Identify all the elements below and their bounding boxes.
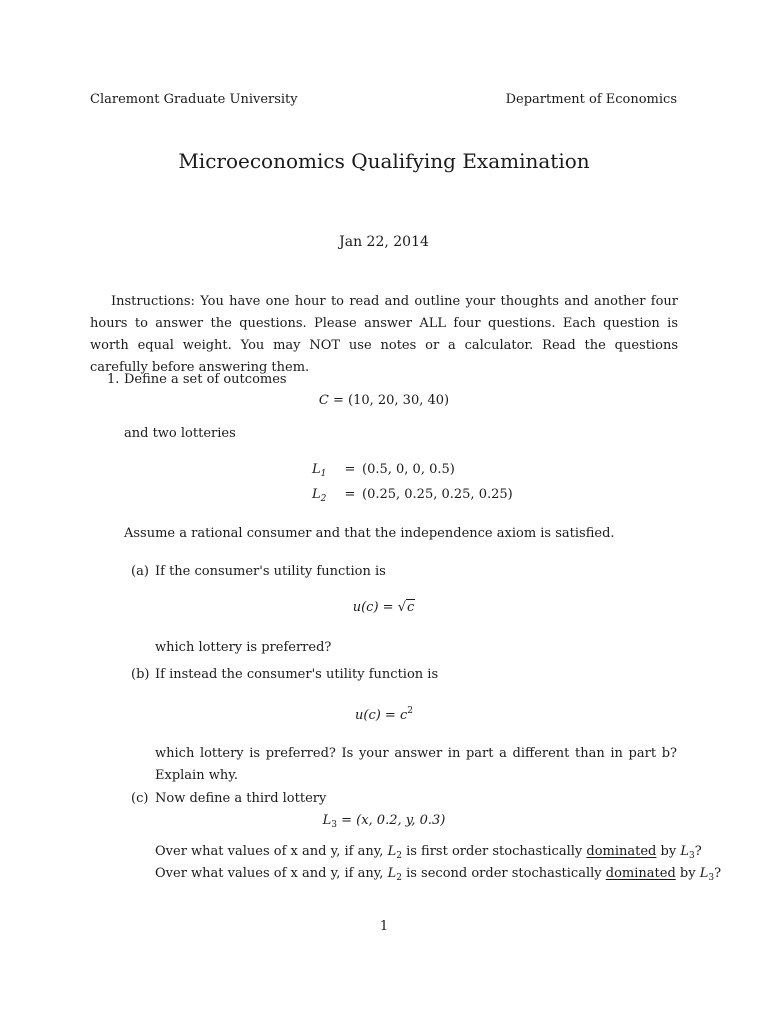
utility-lhs: u(c) =: [352, 600, 398, 615]
exam-date: Jan 22, 2014: [339, 234, 429, 250]
university-name: Claremont Graduate University: [90, 92, 298, 107]
lottery-equals: =: [344, 462, 356, 477]
outcomes-rhs: = (10, 20, 30, 40): [328, 393, 450, 408]
part-c-text: Now define a third lottery: [155, 791, 327, 806]
assumption-text: Assume a rational consumer and that the independence axiom is satisfied.: [124, 526, 615, 541]
outcomes-lhs: C: [318, 393, 329, 408]
part-b-label: (b): [131, 667, 150, 682]
third-lottery-equation: $L_3 = (x$, 0.2, y, 0.3): [322, 813, 446, 830]
lottery-row: [312, 487, 513, 504]
exponent: 2: [407, 706, 413, 716]
lottery-value: (0.25, 0.25, 0.25, 0.25): [362, 487, 513, 502]
exam-title: Microeconomics Qualifying Examination: [178, 149, 590, 173]
instructions-text: Instructions: You have one hour to read and outline your thoughts and another four hours to answer the questions. Please answer ALL four questions. Each question is worth equal weight. You may NOT use notes or a calculator. Read the questions carefully before answering them.: [90, 294, 678, 375]
instructions-paragraph: [90, 291, 678, 379]
part-b-text: If instead the consumer's utility function is: [155, 667, 439, 682]
part-b-followup: which lottery is preferred? Is your answer in part a different than in part b? Explain why.: [155, 746, 677, 783]
lottery-row: [312, 462, 455, 479]
lotteries-intro: and two lotteries: [124, 426, 236, 441]
part-a-followup: which lottery is preferred?: [155, 640, 332, 655]
page-number: 1: [379, 919, 389, 934]
utility-equation-square: [0, 706, 768, 723]
dominated-link[interactable]: dominated: [605, 866, 676, 881]
part-a-text: If the consumer's utility function is: [155, 564, 386, 579]
dominance-question-first-order: Over what values of x and y, if any, $L_2$ is first order stochastically dominated by $L_3$?: [155, 844, 702, 861]
lottery-equals: =: [344, 487, 356, 502]
lottery-name: $L_2$: [312, 487, 327, 504]
department-name: Department of Economics: [505, 92, 677, 107]
sqrt-argument: c: [406, 600, 415, 615]
lottery-value: (0.5, 0, 0, 0.5): [362, 462, 455, 477]
part-a-label: (a): [131, 564, 149, 579]
question-intro: Define a set of outcomes: [124, 372, 287, 387]
dominance-question-second-order: Over what values of x and y, if any, $L_2$ is second order stochastically dominated by $L_3$?: [155, 866, 722, 883]
dominated-link[interactable]: dominated: [586, 844, 657, 859]
lottery-name: $L_1$: [312, 462, 327, 479]
question-number: 1.: [107, 372, 120, 387]
utility-lhs: u(c) = c: [355, 708, 408, 723]
sqrt-symbol: √: [397, 600, 406, 615]
utility-equation-sqrt: [0, 600, 768, 615]
outcomes-equation: [0, 393, 768, 408]
part-c-label: (c): [131, 791, 149, 806]
